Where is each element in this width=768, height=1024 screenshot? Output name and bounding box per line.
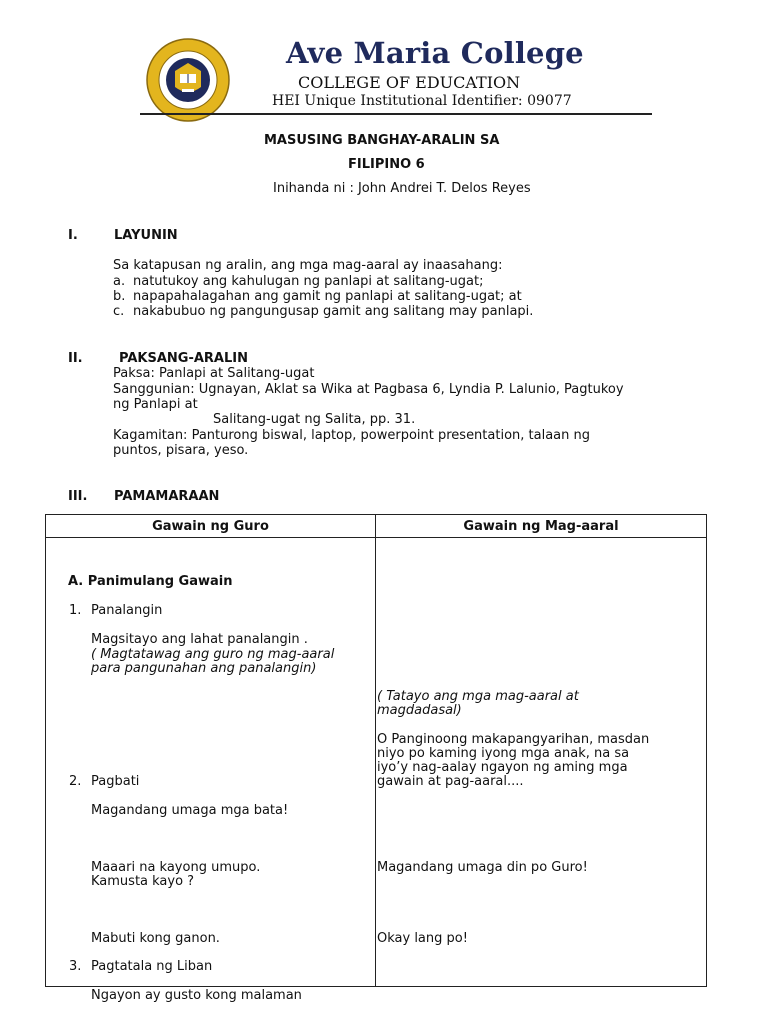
item1-marker: 1. (69, 603, 82, 618)
student-stand-note-1: ( Tatayo ang mga mag-aaral at (377, 689, 579, 704)
materials-line-cont: puntos, pisara, yeso. (113, 443, 249, 458)
teacher-attendance: Ngayon ay gusto kong malaman (91, 988, 302, 1003)
teacher-greeting: Magandang umaga mga bata! (91, 803, 289, 818)
procedure-table (45, 514, 707, 1003)
student-prayer-2: niyo po kaming iyong mga anak, na sa (377, 746, 630, 761)
table-row (46, 538, 707, 987)
objective-b: napapahalagahan ang gamit ng panlapi at salitang-ugat; at (133, 289, 522, 304)
item3-marker: 3. (69, 959, 82, 974)
teacher-activities-cell (46, 538, 376, 1003)
prayer-call: Magsitayo ang lahat panalangin . (91, 632, 308, 647)
prayer-note-2: para pangunahan ang panalangin) (91, 661, 317, 676)
header-divider (140, 113, 652, 115)
document-subject: FILIPINO 6 (348, 157, 425, 172)
reference-line-cont: ng Panlapi at (113, 397, 198, 412)
objective-c: nakabubuo ng pangungusap gamit ang salitang may panlapi. (133, 304, 534, 319)
column-header-student: Gawain ng Mag-aaral (376, 515, 707, 538)
student-reply-okay: Okay lang po! (377, 931, 468, 946)
objective-c-marker: c. (113, 304, 125, 319)
section1-heading: LAYUNIN (114, 228, 178, 243)
section1-numeral: I. (68, 228, 78, 243)
student-prayer-3: iyo’y nag-aalay ngayon ng aming mga (377, 760, 628, 775)
item-pagbati: Pagbati (91, 774, 140, 789)
reference-line-pages: Salitang-ugat ng Salita, pp. 31. (213, 412, 416, 427)
materials-line: Kagamitan: Panturong biswal, laptop, powerpoint presentation, talaan ng (113, 428, 591, 443)
column-header-teacher: Gawain ng Guro (46, 515, 376, 538)
topic-line: Paksa: Panlapi at Salitang-ugat (113, 366, 315, 381)
college-seal-logo (145, 37, 231, 123)
section1-intro: Sa katapusan ng aralin, ang mga mag-aaral ay inaasahang: (113, 258, 503, 273)
student-activities-cell (376, 538, 707, 987)
teacher-good: Mabuti kong ganon. (91, 931, 220, 946)
item-panalangin: Panalangin (91, 603, 163, 618)
student-stand-note-2: magdadasal) (377, 703, 462, 718)
item2-marker: 2. (69, 774, 82, 789)
subheading-panimulang-gawain: A. Panimulang Gawain (68, 574, 233, 589)
section2-numeral: II. (68, 351, 83, 366)
department-name: COLLEGE OF EDUCATION (298, 73, 521, 92)
section3-numeral: III. (68, 489, 88, 504)
prayer-note-1: ( Magtatawag ang guro ng mag-aaral (91, 647, 335, 662)
reference-line: Sanggunian: Ugnayan, Aklat sa Wika at Pagbasa 6, Lyndia P. Lalunio, Pagtukoy (113, 382, 624, 397)
objective-b-marker: b. (113, 289, 126, 304)
table-header-row (46, 515, 707, 538)
teacher-sit-down: Maaari na kayong umupo. (91, 860, 261, 875)
teacher-how-are-you: Kamusta kayo ? (91, 874, 195, 889)
student-prayer-1: O Panginoong makapangyarihan, masdan (377, 732, 650, 747)
item-pagtatala-ng-liban: Pagtatala ng Liban (91, 959, 213, 974)
college-name: Ave Maria College (286, 36, 584, 70)
student-reply-greeting: Magandang umaga din po Guro! (377, 860, 588, 875)
objective-a: natutukoy ang kahulugan ng panlapi at salitang-ugat; (133, 274, 484, 289)
prepared-by: Inihanda ni : John Andrei T. Delos Reyes (273, 181, 531, 196)
section3-heading: PAMAMARAAN (114, 489, 220, 504)
student-prayer-4: gawain at pag-aaral.... (377, 774, 524, 789)
section2-heading: PAKSANG-ARALIN (119, 351, 248, 366)
institution-identifier: HEI Unique Institutional Identifier: 09077 (272, 93, 572, 109)
document-title: MASUSING BANGHAY-ARALIN SA (264, 133, 500, 148)
objective-a-marker: a. (113, 274, 126, 289)
